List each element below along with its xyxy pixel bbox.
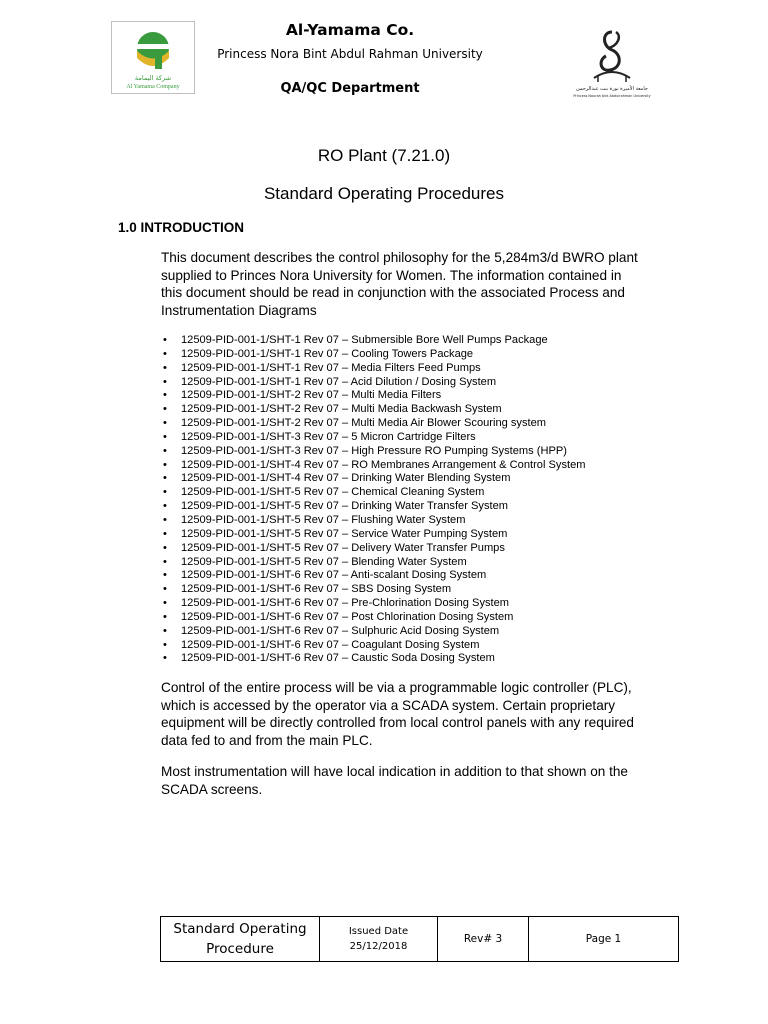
drawing-reference-item xyxy=(163,556,585,570)
bullet-icon: • xyxy=(163,347,167,360)
bullet-icon: • xyxy=(163,472,167,485)
drawing-reference-text: 12509-PID-001-1/SHT-6 Rev 07 – Anti-scalant Dosing System xyxy=(181,569,487,582)
bullet-icon: • xyxy=(163,624,167,637)
university-name: Princess Nora Bint Abdul Rahman University xyxy=(217,47,483,61)
company-name: Al-Yamama Co. xyxy=(285,21,415,39)
bullet-icon: • xyxy=(163,583,167,596)
drawing-reference-text: 12509-PID-001-1/SHT-5 Rev 07 – Drinking Water Transfer System xyxy=(181,500,508,513)
bullet-icon: • xyxy=(163,334,167,346)
drawing-reference-text: 12509-PID-001-1/SHT-1 Rev 07 – Cooling Towers Package xyxy=(181,347,474,360)
drawing-reference-item xyxy=(163,431,585,445)
bullet-icon: • xyxy=(163,541,167,554)
bullet-icon: • xyxy=(163,361,167,374)
logo-caption-ar: شركة اليمامة xyxy=(134,74,172,82)
drawing-reference-text: 12509-PID-001-1/SHT-1 Rev 07 – Acid Dilution / Dosing System xyxy=(181,375,497,388)
footer-procedure-cell xyxy=(161,917,320,961)
footer-page-cell: Page 1 xyxy=(585,933,622,945)
footer-issued-cell xyxy=(320,917,438,961)
drawing-reference-text: 12509-PID-001-1/SHT-6 Rev 07 – Sulphuric Acid Dosing System xyxy=(181,624,500,637)
drawing-reference-item xyxy=(163,625,585,639)
instrumentation-paragraph: Most instrumentation will have local indication in addition to that shown on the SCADA screens. xyxy=(161,764,628,797)
bullet-icon: • xyxy=(163,527,167,540)
drawing-reference-item xyxy=(163,500,585,514)
drawing-reference-item xyxy=(163,514,585,528)
bullet-icon: • xyxy=(163,375,167,388)
bullet-icon: • xyxy=(163,569,167,582)
drawing-reference-text: 12509-PID-001-1/SHT-5 Rev 07 – Chemical Cleaning System xyxy=(181,486,485,499)
bullet-icon: • xyxy=(163,417,167,430)
drawing-reference-text: 12509-PID-001-1/SHT-4 Rev 07 – RO Membranes Arrangement & Control System xyxy=(181,458,586,471)
bullet-icon: • xyxy=(163,597,167,610)
bullet-icon: • xyxy=(163,610,167,623)
drawing-reference-text: 12509-PID-001-1/SHT-3 Rev 07 – High Pressure RO Pumping Systems (HPP) xyxy=(181,444,567,457)
drawing-reference-text: 12509-PID-001-1/SHT-2 Rev 07 – Multi Media Air Blower Scouring system xyxy=(181,417,547,430)
control-paragraph: Control of the entire process will be via a programmable logic controller (PLC), which is accessed by the operator via a SCADA system. Certain proprietary equipment will be directly controlled from local control panels with any required data fed to and from the main PLC. xyxy=(161,680,634,748)
drawing-reference-item xyxy=(163,597,585,611)
bullet-icon: • xyxy=(163,458,167,471)
bullet-icon: • xyxy=(163,444,167,457)
drawing-reference-item xyxy=(163,583,585,597)
drawing-reference-item xyxy=(163,334,585,348)
drawing-reference-item xyxy=(163,486,585,500)
drawing-reference-text: 12509-PID-001-1/SHT-5 Rev 07 – Service Water Pumping System xyxy=(181,527,508,540)
drawing-reference-item xyxy=(163,652,585,666)
drawing-reference-item xyxy=(163,472,585,486)
drawing-reference-text: 12509-PID-001-1/SHT-5 Rev 07 – Flushing Water System xyxy=(181,513,466,526)
bullet-icon: • xyxy=(163,486,167,499)
drawing-reference-item xyxy=(163,417,585,431)
drawing-reference-text: 12509-PID-001-1/SHT-2 Rev 07 – Multi Media Filters xyxy=(181,389,442,402)
drawing-reference-item xyxy=(163,348,585,362)
bullet-icon: • xyxy=(163,500,167,513)
drawing-reference-item xyxy=(163,528,585,542)
drawing-reference-item xyxy=(163,459,585,473)
drawing-reference-text: 12509-PID-001-1/SHT-1 Rev 07 – Media Filters Feed Pumps xyxy=(181,361,481,374)
al-yamama-logo xyxy=(111,21,195,94)
intro-paragraph: This document describes the control philosophy for the 5,284m3/d BWRO plant supplied to Princes Nora University for Women. The information contained in this document should be read in conjunction with the associated Process and Instrumentation Diagrams xyxy=(161,250,638,318)
drawing-reference-text: 12509-PID-001-1/SHT-6 Rev 07 – Coagulant Dosing System xyxy=(181,638,480,651)
drawing-reference-item xyxy=(163,542,585,556)
footer-procedure-line2: Procedure xyxy=(206,941,274,957)
bullet-icon: • xyxy=(163,403,167,416)
drawing-reference-item xyxy=(163,376,585,390)
logo-right-caption-ar: جامعة الأميرة نورة بنت عبدالرحمن xyxy=(576,86,648,92)
bullet-icon: • xyxy=(163,555,167,568)
footer-issued-label: Issued Date xyxy=(348,926,409,937)
drawing-reference-text: 12509-PID-001-1/SHT-2 Rev 07 – Multi Media Backwash System xyxy=(181,403,502,416)
bullet-icon: • xyxy=(163,430,167,443)
drawing-reference-item xyxy=(163,389,585,403)
footer-procedure-line1: Standard Operating xyxy=(173,921,307,937)
section-heading: 1.0 INTRODUCTION xyxy=(118,220,245,235)
drawing-reference-text: 12509-PID-001-1/SHT-6 Rev 07 – Post Chlorination Dosing System xyxy=(181,610,514,623)
drawing-reference-text: 12509-PID-001-1/SHT-6 Rev 07 – SBS Dosing System xyxy=(181,583,452,596)
bullet-icon: • xyxy=(163,389,167,402)
drawing-reference-item xyxy=(163,362,585,376)
drawing-reference-item xyxy=(163,569,585,583)
drawing-reference-text: 12509-PID-001-1/SHT-6 Rev 07 – Pre-Chlorination Dosing System xyxy=(181,597,510,610)
bullet-icon: • xyxy=(163,652,167,665)
drawing-reference-text: 12509-PID-001-1/SHT-5 Rev 07 – Delivery Water Transfer Pumps xyxy=(181,541,505,554)
logo-caption-en: Al Yamama Company xyxy=(126,84,180,90)
footer-table xyxy=(160,916,679,962)
document-subtitle: Standard Operating Procedures xyxy=(263,184,505,203)
logo-right-caption-en: Princess Nourah bint Abdulrahman University xyxy=(573,94,651,98)
document-title: RO Plant (7.21.0) xyxy=(317,146,451,165)
bullet-icon: • xyxy=(163,638,167,651)
footer-revision-cell: Rev# 3 xyxy=(438,917,529,961)
footer-issued-date: 25/12/2018 xyxy=(349,941,408,952)
bullet-icon: • xyxy=(163,513,167,526)
drawing-reference-item xyxy=(163,611,585,625)
drawing-reference-text: 12509-PID-001-1/SHT-4 Rev 07 – Drinking Water Blending System xyxy=(181,472,511,485)
drawing-reference-item xyxy=(163,403,585,417)
pnu-university-logo xyxy=(572,26,652,100)
drawing-reference-item xyxy=(163,445,585,459)
drawing-reference-text: 12509-PID-001-1/SHT-6 Rev 07 – Caustic Soda Dosing System xyxy=(181,652,495,665)
drawing-reference-item xyxy=(163,639,585,653)
department-name: QA/QC Department xyxy=(280,81,420,96)
drawing-reference-list xyxy=(163,334,585,666)
drawing-reference-text: 12509-PID-001-1/SHT-1 Rev 07 – Submersible Bore Well Pumps Package xyxy=(181,334,548,346)
drawing-reference-text: 12509-PID-001-1/SHT-3 Rev 07 – 5 Micron Cartridge Filters xyxy=(181,430,476,443)
drawing-reference-text: 12509-PID-001-1/SHT-5 Rev 07 – Blending Water System xyxy=(181,555,467,568)
